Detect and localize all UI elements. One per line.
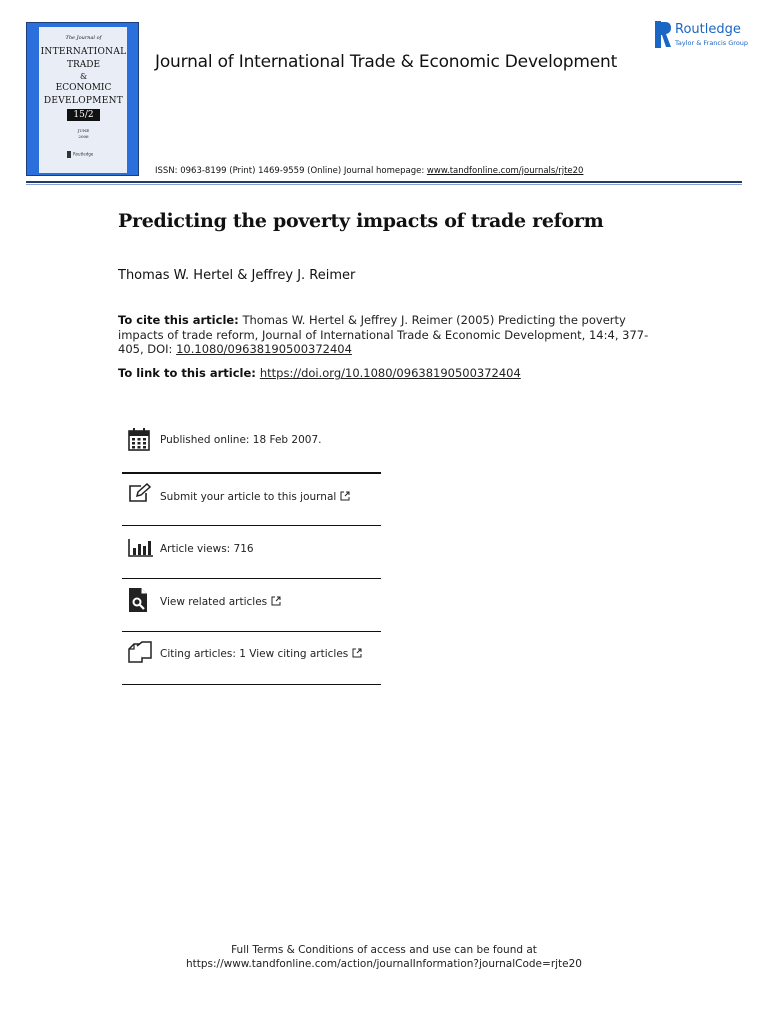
cover-line-3: & — [79, 72, 88, 81]
publisher-logo — [655, 21, 750, 51]
search-document-icon — [128, 587, 148, 613]
calendar-icon — [128, 428, 150, 451]
citing-articles-icon — [128, 641, 152, 663]
terms-line: Full Terms & Conditions of access and use can be found at — [231, 944, 537, 956]
bar-chart-icon — [128, 539, 154, 557]
cover-line-2: TRADE — [66, 60, 101, 70]
article-link-line — [118, 366, 521, 380]
external-link-icon — [271, 596, 281, 606]
terms-footer — [0, 943, 768, 971]
routledge-logo-icon — [655, 21, 672, 48]
external-link-icon — [340, 491, 350, 501]
cover-publisher — [67, 151, 101, 161]
article-doi-link[interactable]: https://doi.org/10.1080/09638190500372404 — [259, 366, 521, 380]
external-link-icon — [352, 648, 362, 658]
citing-articles-link[interactable] — [160, 648, 362, 660]
related-articles-text: View related articles — [160, 596, 268, 608]
article-views: Article views: 716 — [160, 543, 254, 555]
published-row — [122, 420, 381, 472]
cover-line-4: ECONOMIC — [55, 83, 112, 93]
issn-line — [155, 166, 583, 176]
citing-row[interactable] — [122, 632, 381, 684]
submit-row[interactable] — [122, 474, 381, 525]
views-row — [122, 526, 381, 578]
citation-text: Thomas W. Hertel & Jeffrey J. Reimer (2005) Predicting the poverty impacts of trade reform, Journal of International Trade & Economic Development, 14:4, 377-405, DOI: — [118, 313, 649, 356]
related-articles-link[interactable] — [160, 596, 281, 608]
submit-article-text: Submit your article to this journal — [160, 491, 337, 503]
publisher-group: Taylor & Francis Group — [675, 39, 749, 47]
journal-homepage-link[interactable]: www.tandfonline.com/journals/rjte20 — [426, 166, 584, 176]
cover-publisher-icon — [67, 151, 71, 158]
header-rule-light — [26, 184, 742, 185]
journal-title: Journal of International Trade & Economic Development — [155, 52, 618, 72]
cover-date: JUNE 2006 — [77, 128, 90, 139]
issn-text: ISSN: 0963-8199 (Print) 1469-9559 (Online) Journal homepage: — [155, 166, 427, 176]
article-link-label: To link to this article: — [118, 366, 256, 380]
citation-doi-link[interactable]: 10.1080/09638190500372404 — [176, 342, 352, 356]
cover-small-heading: The Journal of — [65, 35, 102, 41]
citation-block — [118, 313, 658, 357]
edit-icon — [128, 483, 152, 503]
article-info-list — [122, 420, 381, 685]
cover-line-1: INTERNATIONAL — [40, 47, 127, 57]
publisher-name: Routledge — [675, 22, 741, 37]
cover-line-5: DEVELOPMENT — [43, 96, 124, 106]
info-divider — [122, 684, 381, 685]
cover-publisher-text: Routledge — [73, 151, 94, 157]
article-authors: Thomas W. Hertel & Jeffrey J. Reimer — [118, 268, 356, 283]
header-rule — [26, 181, 742, 183]
journal-cover — [26, 22, 139, 176]
citation-label: To cite this article: — [118, 313, 239, 327]
terms-url[interactable]: https://www.tandfonline.com/action/journalInformation?journalCode=rjte20 — [185, 958, 582, 970]
article-title: Predicting the poverty impacts of trade reform — [118, 210, 604, 232]
citing-articles-text: Citing articles: 1 View citing articles — [160, 648, 349, 660]
related-row[interactable] — [122, 579, 381, 631]
published-date: Published online: 18 Feb 2007. — [160, 434, 322, 446]
cover-volume: 15/2 — [67, 109, 100, 121]
submit-article-link[interactable] — [160, 491, 350, 503]
